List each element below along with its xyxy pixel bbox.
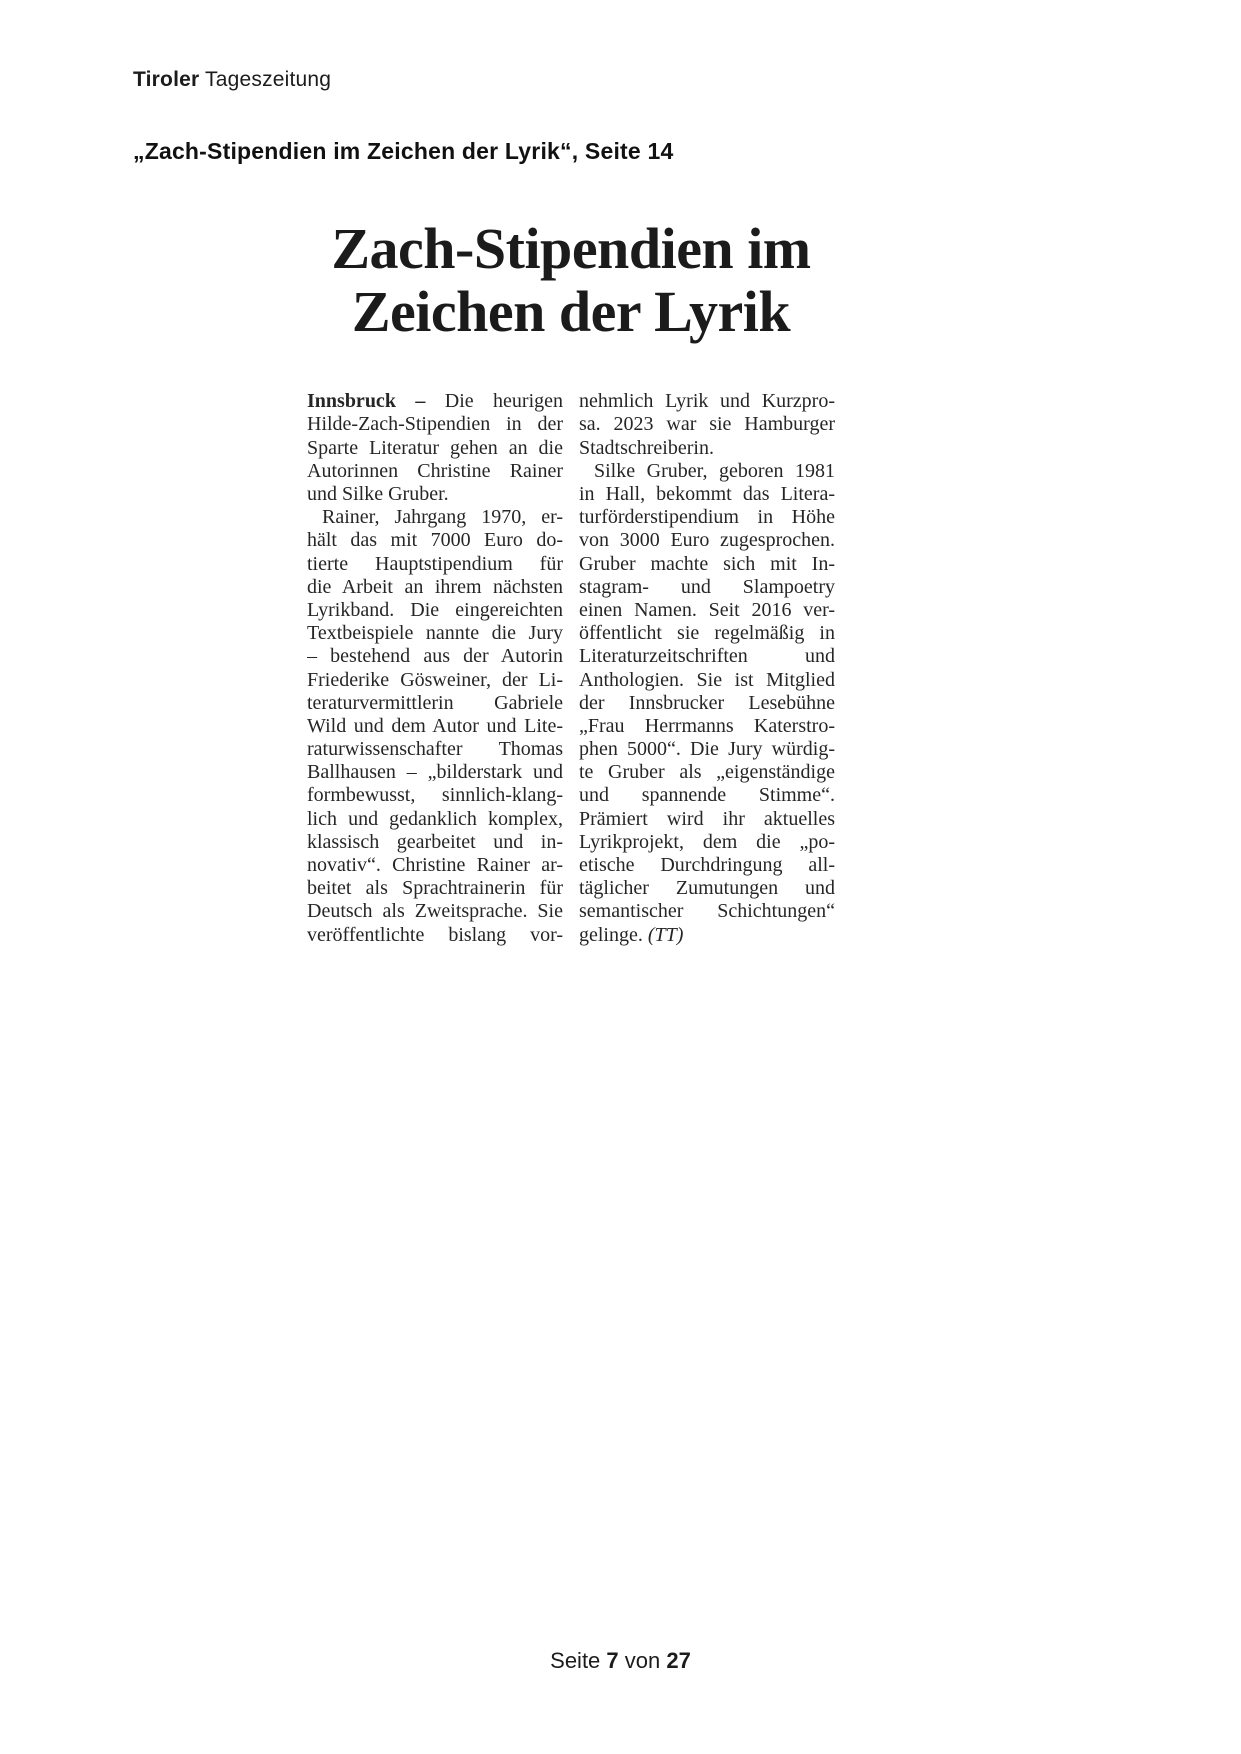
article-line: novativ“. Christine Rainer ar- (307, 854, 563, 876)
article-line: Wild und dem Autor und Lite- (307, 714, 563, 737)
article-line: Literaturzeitschriften und (579, 645, 835, 668)
article-line: Lyrikprojekt, dem die „po- (579, 830, 835, 853)
article-line: Textbeispiele nannte die Jury (307, 622, 563, 645)
article-line: raturwissenschafter Thomas (307, 738, 563, 761)
article-line: te Gruber als „eigenständige (579, 761, 835, 784)
article-line: turförderstipendium in Höhe (579, 506, 835, 529)
article-column-left (307, 390, 563, 947)
article-line: Sparte Literatur gehen an die (307, 436, 563, 459)
masthead (133, 68, 331, 92)
article (307, 218, 835, 947)
article-line: öffentlicht sie regelmäßig in (579, 622, 835, 645)
article-line: semantischer Schichtungen“ (579, 900, 835, 923)
footer-current-page: 7 (606, 1648, 619, 1673)
article-line: Deutsch als Zweitsprache. Sie (307, 900, 563, 923)
article-line: von 3000 Euro zugesprochen. (579, 529, 835, 552)
article-line: Gruber machte sich mit In- (579, 552, 835, 575)
headline-line-2: Zeichen der Lyrik (351, 278, 791, 344)
headline-line-1: Zach-Stipendien im (331, 216, 811, 281)
article-line: phen 5000“. Die Jury würdig- (579, 738, 835, 761)
footer-label-page: Seite (550, 1648, 607, 1673)
article-column-right (579, 390, 835, 947)
article-line: stagram- und Slampoetry (579, 575, 835, 598)
article-line: Friederike Gösweiner, der Li- (307, 668, 563, 691)
article-line: der Innsbrucker Lesebühne (579, 691, 835, 714)
masthead-brand-bold: Tiroler (133, 68, 200, 91)
dateline: Innsbruck – (307, 390, 445, 413)
article-line: klassisch gearbeitet und in- (307, 830, 563, 853)
article-line: Hilde-Zach-Stipendien in der (307, 413, 563, 436)
article-line: Innsbruck – Die heurigen (307, 390, 563, 413)
article-line: Autorinnen Christine Rainer (307, 459, 563, 482)
footer-label-of: von (618, 1648, 667, 1673)
article-columns (307, 390, 835, 947)
article-line: nehmlich Lyrik und Kurzpro- (579, 390, 835, 413)
article-line: etische Durchdringung all- (579, 854, 835, 876)
article-line: – bestehend aus der Autorin (307, 645, 563, 668)
article-line: gelinge. (TT) (579, 923, 684, 946)
article-line: veröffentlichte bislang vor- (307, 923, 563, 946)
masthead-brand-rest: Tageszeitung (199, 68, 332, 91)
article-headline (307, 218, 835, 343)
article-line: teraturvermittlerin Gabriele (307, 691, 563, 714)
article-line: einen Namen. Seit 2016 ver- (579, 598, 835, 621)
article-line: Rainer, Jahrgang 1970, er- (322, 506, 563, 529)
article-line: und Silke Gruber. (307, 483, 449, 505)
article-line: sa. 2023 war sie Hamburger (579, 413, 835, 436)
page-footer (0, 1648, 1241, 1674)
article-line: Stadtschreiberin. (579, 436, 714, 459)
article-line: hält das mit 7000 Euro do- (307, 529, 563, 552)
article-line: Lyrikband. Die eingereichten (307, 598, 563, 621)
article-line: in Hall, bekommt das Litera- (579, 483, 835, 505)
article-line: lich und gedanklich komplex, (307, 807, 563, 830)
article-line: täglicher Zumutungen und (579, 877, 835, 900)
article-line: und spannende Stimme“. (579, 784, 835, 807)
article-line: die Arbeit an ihrem nächsten (307, 575, 563, 598)
article-line: Prämiert wird ihr aktuelles (579, 807, 835, 830)
footer-total-pages: 27 (666, 1648, 691, 1673)
article-line: Anthologien. Sie ist Mitglied (579, 668, 835, 691)
article-line: Ballhausen – „bilderstark und (307, 761, 563, 784)
article-line: Silke Gruber, geboren 1981 (594, 459, 835, 482)
article-line: „Frau Herrmanns Katerstro- (579, 714, 835, 737)
article-line: formbewusst, sinnlich-klang- (307, 784, 563, 807)
reference-line: „Zach-Stipendien im Zeichen der Lyrik“, Seite 14 (133, 138, 674, 164)
agency-credit: (TT) (647, 923, 684, 946)
article-line: beitet als Sprachtrainerin für (307, 877, 563, 900)
article-line: tierte Hauptstipendium für (307, 552, 563, 575)
